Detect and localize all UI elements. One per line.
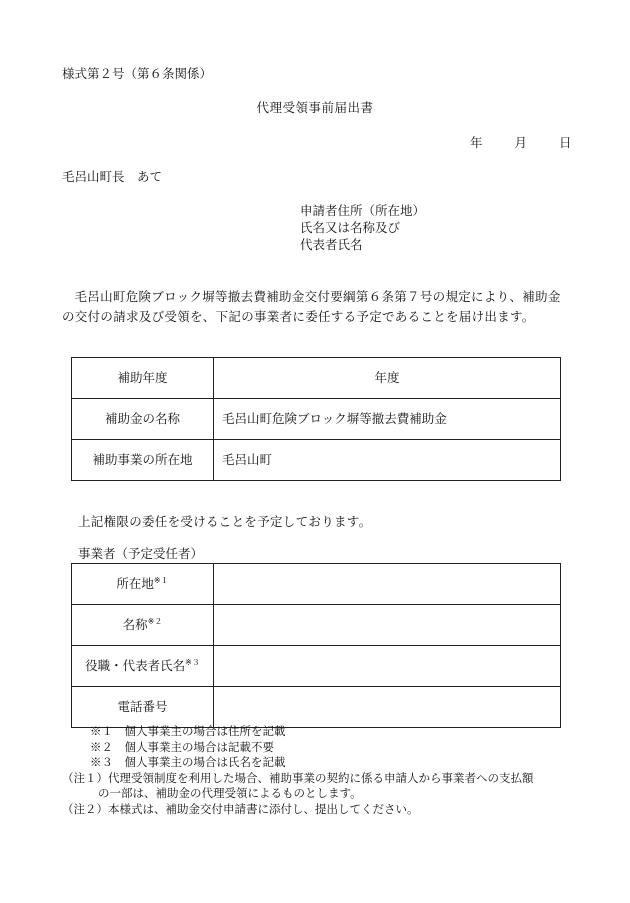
date-year: 年 — [470, 135, 483, 150]
subsidy-year-label: 補助年度 — [72, 358, 214, 399]
table-row — [72, 687, 561, 728]
note-1: （注１）代理受領制度を利用した場合、補助事業の契約に係る申請人から事業者への支払額 — [62, 770, 534, 785]
subsidy-location-label: 補助事業の所在地 — [72, 440, 214, 481]
form-number: 様式第２号（第６条関係） — [62, 66, 213, 81]
footnote-mark: ※３ — [185, 657, 200, 667]
table-row — [72, 564, 561, 605]
addressee: 毛呂山町長 あて — [62, 169, 163, 184]
subsidy-name-value: 毛呂山町危険ブロック塀等撤去費補助金 — [214, 399, 561, 440]
applicant-rep-label: 代表者氏名 — [300, 237, 363, 252]
subsidy-year-field[interactable]: 年度 — [214, 358, 561, 399]
note-2: （注２）本様式は、補助金交付申請書に添付し、提出してください。 — [62, 801, 419, 816]
table-row — [72, 358, 561, 399]
footnote-mark: ※２ — [147, 616, 163, 626]
contractor-name-label: 名称$^{※2}$ — [72, 605, 214, 646]
applicant-address-label: 申請者住所（所在地） — [300, 203, 426, 218]
subsidy-table — [71, 357, 561, 481]
notes-block — [62, 724, 534, 817]
applicant-name-label: 氏名又は名称及び — [300, 220, 401, 235]
body-text: 毛呂山町危険ブロック塀等撤去費補助金交付要綱第６条第７号の規定により、補助金の交付の請求及び受領を、下記の事業者に委任する予定であることを届け出ます。 — [62, 289, 561, 324]
contractor-phone-field[interactable] — [214, 687, 561, 728]
contractor-section-label: 事業者（予定受任者） — [78, 546, 204, 561]
applicant-block — [300, 202, 425, 253]
document-title: 代理受領事前届出書 — [256, 100, 374, 115]
note-1-continued: の一部は、補助金の代理受領によるものとします。 — [98, 786, 362, 800]
date-month: 月 — [514, 135, 528, 150]
contractor-address-label: 所在地$^{※1}$ — [72, 564, 214, 605]
contractor-rep-field[interactable] — [214, 646, 561, 687]
table-row — [72, 646, 561, 687]
note-mark-2: ※２ 個人事業主の場合は記載不要 — [90, 739, 274, 754]
contractor-phone-label: 電話番号 — [72, 687, 214, 728]
table-row — [72, 605, 561, 646]
table-row — [72, 440, 561, 481]
footnote-mark: ※１ — [153, 575, 169, 585]
consent-text: 上記権限の委任を受けることを予定しております。 — [78, 514, 372, 529]
date-day: 日 — [559, 135, 572, 150]
table-row — [72, 399, 561, 440]
note-mark-1: ※１ 個人事業主の場合は住所を記載 — [90, 724, 286, 738]
contractor-name-field[interactable] — [214, 605, 561, 646]
contractor-rep-label: 役職・代表者氏名$^{※3}$ — [72, 646, 214, 687]
contractor-address-field[interactable] — [214, 564, 561, 605]
contractor-table — [71, 563, 561, 728]
note-mark-3: ※３ 個人事業主の場合は氏名を記載 — [90, 755, 286, 769]
date-line — [470, 135, 572, 152]
subsidy-name-label: 補助金の名称 — [72, 399, 214, 440]
subsidy-location-field[interactable]: 毛呂山町 — [214, 440, 561, 481]
